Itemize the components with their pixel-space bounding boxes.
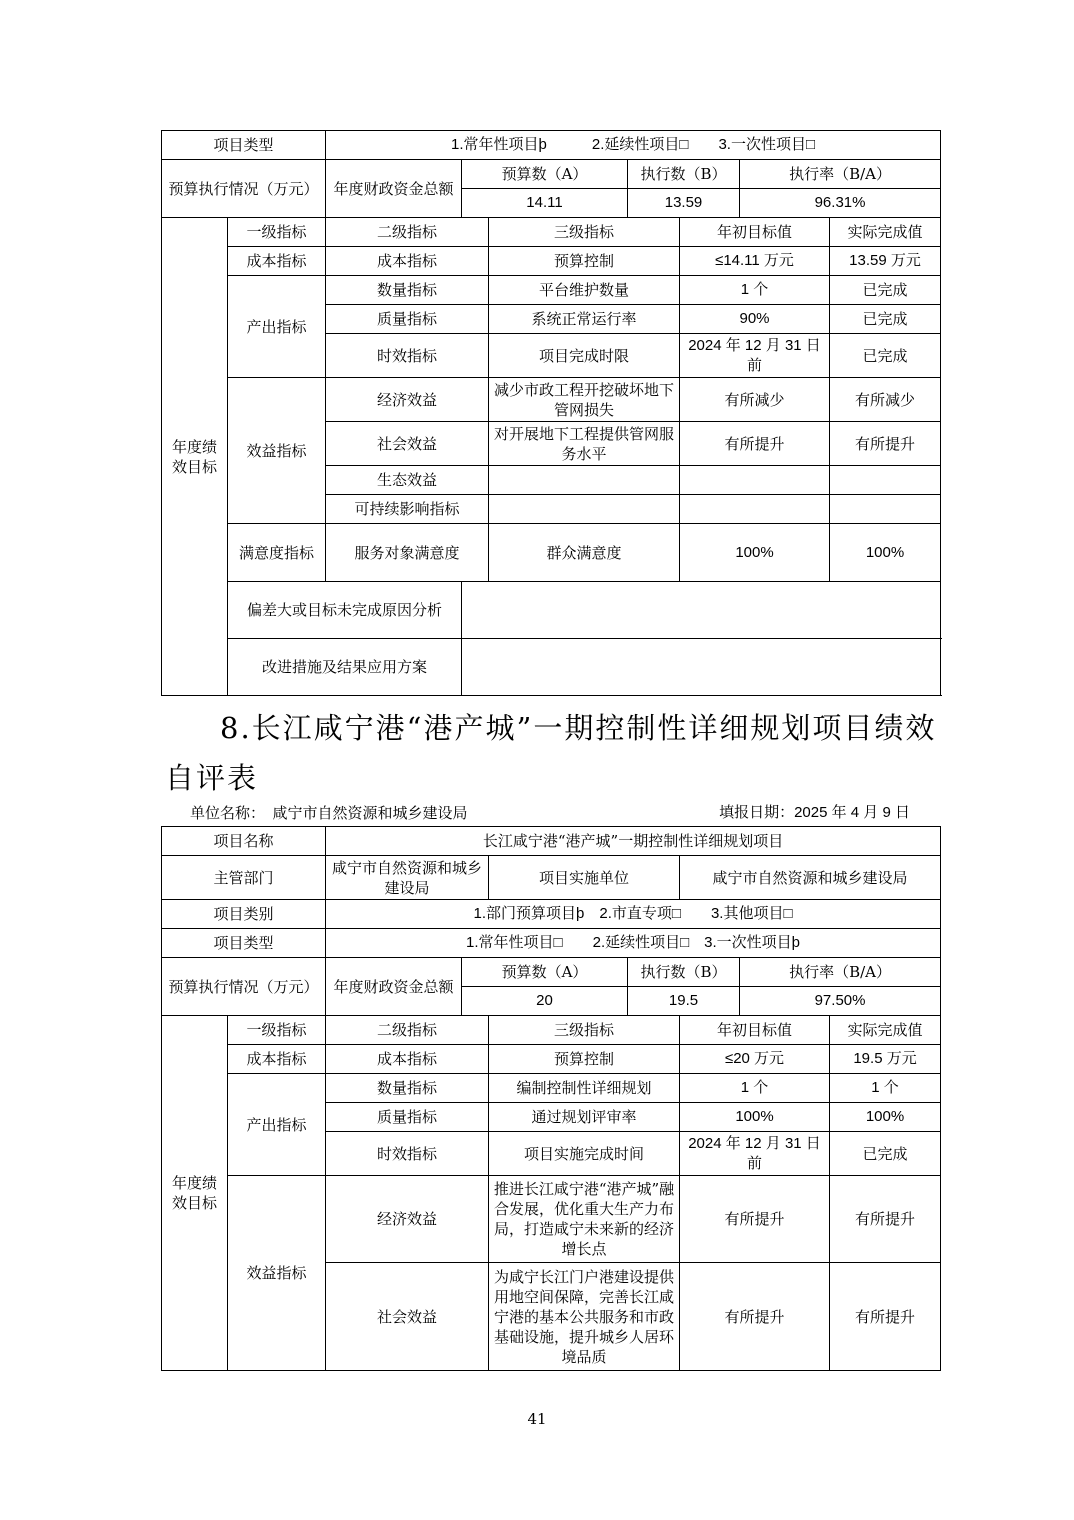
benefit-l2: 生态效益 — [326, 466, 489, 495]
cost-l2: 成本指标 — [326, 247, 489, 276]
exec-num-label: 执行数（B） — [628, 160, 740, 189]
benefit-l3: 对开展地下工程提供管网服务水平 — [489, 422, 680, 466]
output-actual: 100% — [830, 1103, 941, 1132]
project-type-label: 项目类型 — [162, 929, 326, 958]
budget-exec-label: 预算执行情况（万元） — [162, 160, 326, 218]
benefit-target — [680, 495, 830, 524]
benefit-label: 效益指标 — [228, 1176, 326, 1371]
output-target: 1 个 — [680, 276, 830, 305]
budget-header-row — [162, 160, 941, 189]
project-name-value: 长江咸宁港“港产城”一期控制性详细规划项目 — [326, 827, 941, 856]
improve-label: 改进措施及结果应用方案 — [228, 639, 462, 696]
indicator-header-row — [162, 218, 941, 247]
output-l3: 编制控制性详细规划 — [489, 1074, 680, 1103]
fill-date: 填报日期：2025 年 4 月 9 日 — [719, 804, 910, 821]
header-actual: 实际完成值 — [830, 1016, 941, 1045]
unit-info-line — [190, 802, 910, 824]
impl-unit-value: 咸宁市自然资源和城乡建设局 — [680, 856, 941, 900]
cost-target: ≤14.11 万元 — [680, 247, 830, 276]
output-label: 产出指标 — [228, 1074, 326, 1176]
benefit-actual: 有所提升 — [830, 1176, 941, 1263]
benefit-l2: 社会效益 — [326, 422, 489, 466]
budget-num-label: 预算数（A） — [462, 160, 628, 189]
header-actual: 实际完成值 — [830, 218, 941, 247]
benefit-target: 有所提升 — [680, 1263, 830, 1371]
project-type-row — [162, 131, 941, 160]
cost-l3: 预算控制 — [489, 1045, 680, 1074]
output-l2: 时效指标 — [326, 1132, 489, 1176]
satisfaction-l3: 群众满意度 — [489, 524, 680, 582]
budget-num: 20 — [462, 987, 628, 1016]
output-l2: 质量指标 — [326, 1103, 489, 1132]
header-target: 年初目标值 — [680, 1016, 830, 1045]
benefit-actual: 有所提升 — [830, 422, 941, 466]
benefit-row — [162, 1176, 941, 1263]
cost-target: ≤20 万元 — [680, 1045, 830, 1074]
cost-l3: 预算控制 — [489, 247, 680, 276]
output-l2: 数量指标 — [326, 1074, 489, 1103]
section-title-line2: 自评表 — [165, 761, 259, 795]
output-l3: 系统正常运行率 — [489, 305, 680, 334]
header-l3: 三级指标 — [489, 218, 680, 247]
annual-goal-label: 年度绩效目标 — [162, 218, 228, 696]
output-target: 2024 年 12 月 31 日前 — [680, 1132, 830, 1176]
header-l1: 一级指标 — [228, 218, 326, 247]
exec-num-label: 执行数（B） — [628, 958, 740, 987]
satisfaction-row — [162, 524, 941, 582]
satisfaction-target: 100% — [680, 524, 830, 582]
benefit-row — [162, 378, 941, 422]
benefit-actual — [830, 495, 941, 524]
cost-actual: 19.5 万元 — [830, 1045, 941, 1074]
exec-num: 19.5 — [628, 987, 740, 1016]
budget-exec-label: 预算执行情况（万元） — [162, 958, 326, 1016]
exec-rate: 96.31% — [740, 189, 941, 218]
benefit-l3 — [489, 466, 680, 495]
output-l3: 平台维护数量 — [489, 276, 680, 305]
output-actual: 已完成 — [830, 305, 941, 334]
output-l2: 质量指标 — [326, 305, 489, 334]
output-actual: 已完成 — [830, 334, 941, 378]
output-actual: 已完成 — [830, 276, 941, 305]
deviation-value — [462, 582, 941, 639]
benefit-actual — [830, 466, 941, 495]
header-l2: 二级指标 — [326, 1016, 489, 1045]
impl-unit-label: 项目实施单位 — [489, 856, 680, 900]
benefit-l3: 减少市政工程开挖破坏地下管网损失 — [489, 378, 680, 422]
cost-l1: 成本指标 — [228, 247, 326, 276]
output-l3: 项目实施完成时间 — [489, 1132, 680, 1176]
deviation-label: 偏差大或目标未完成原因分析 — [228, 582, 462, 639]
benefit-actual: 有所减少 — [830, 378, 941, 422]
page-number: 41 — [527, 1410, 547, 1428]
category-value: 1.部门预算项目þ 2.市直专项□ 3.其他项目□ — [326, 900, 941, 929]
project-type-value: 1.常年性项目þ 2.延续性项目□ 3.一次性项目□ — [326, 131, 941, 160]
benefit-l2: 经济效益 — [326, 378, 489, 422]
category-label: 项目类别 — [162, 900, 326, 929]
benefit-target — [680, 466, 830, 495]
benefit-l3: 为咸宁长江门户港建设提供用地空间保障，完善长江咸宁港的基本公共服务和市政基础设施，提升城乡人居环境品质 — [489, 1263, 680, 1371]
deviation-row — [162, 582, 941, 639]
improve-row — [162, 639, 941, 696]
benefit-l3: 推进长江咸宁港“港产城”融合发展，优化重大生产力布局，打造咸宁未来新的经济增长点 — [489, 1176, 680, 1263]
project-type-label: 项目类型 — [162, 131, 326, 160]
exec-rate-label: 执行率（B/A） — [740, 160, 941, 189]
annual-goal-label: 年度绩效目标 — [162, 1016, 228, 1371]
cost-l2: 成本指标 — [326, 1045, 489, 1074]
category-row — [162, 900, 941, 929]
output-row — [162, 276, 941, 305]
fiscal-total-label: 年度财政资金总额 — [326, 958, 462, 1016]
output-l2: 数量指标 — [326, 276, 489, 305]
project-name-row — [162, 827, 941, 856]
output-l3: 项目完成时限 — [489, 334, 680, 378]
header-target: 年初目标值 — [680, 218, 830, 247]
output-target: 2024 年 12 月 31 日前 — [680, 334, 830, 378]
performance-table-8 — [161, 826, 941, 1371]
output-row — [162, 1074, 941, 1103]
budget-num-label: 预算数（A） — [462, 958, 628, 987]
dept-label: 主管部门 — [162, 856, 326, 900]
budget-num: 14.11 — [462, 189, 628, 218]
benefit-label: 效益指标 — [228, 378, 326, 524]
fiscal-total-label: 年度财政资金总额 — [326, 160, 462, 218]
budget-header-row — [162, 958, 941, 987]
indicator-header-row — [162, 1016, 941, 1045]
output-target: 90% — [680, 305, 830, 334]
exec-num: 13.59 — [628, 189, 740, 218]
satisfaction-l1: 满意度指标 — [228, 524, 326, 582]
satisfaction-actual: 100% — [830, 524, 941, 582]
satisfaction-l2: 服务对象满意度 — [326, 524, 489, 582]
benefit-target: 有所提升 — [680, 1176, 830, 1263]
header-l1: 一级指标 — [228, 1016, 326, 1045]
output-target: 100% — [680, 1103, 830, 1132]
project-type-row — [162, 929, 941, 958]
output-target: 1 个 — [680, 1074, 830, 1103]
benefit-l2: 社会效益 — [326, 1263, 489, 1371]
section-title-line1: 8.长江咸宁港“港产城”一期控制性详细规划项目绩效 — [220, 711, 937, 745]
benefit-l3 — [489, 495, 680, 524]
improve-value — [462, 639, 941, 696]
project-type-value: 1.常年性项目□ 2.延续性项目□ 3.一次性项目þ — [326, 929, 941, 958]
output-l2: 时效指标 — [326, 334, 489, 378]
cost-actual: 13.59 万元 — [830, 247, 941, 276]
dept-row — [162, 856, 941, 900]
benefit-l2: 可持续影响指标 — [326, 495, 489, 524]
performance-table-7-continued — [161, 130, 941, 696]
project-name-label: 项目名称 — [162, 827, 326, 856]
benefit-actual: 有所提升 — [830, 1263, 941, 1371]
cost-row — [162, 247, 941, 276]
benefit-target: 有所减少 — [680, 378, 830, 422]
unit-name: 单位名称： 咸宁市自然资源和城乡建设局 — [190, 804, 468, 822]
output-l3: 通过规划评审率 — [489, 1103, 680, 1132]
header-l3: 三级指标 — [489, 1016, 680, 1045]
cost-row — [162, 1045, 941, 1074]
exec-rate: 97.50% — [740, 987, 941, 1016]
dept-value: 咸宁市自然资源和城乡建设局 — [326, 856, 489, 900]
exec-rate-label: 执行率（B/A） — [740, 958, 941, 987]
header-l2: 二级指标 — [326, 218, 489, 247]
cost-l1: 成本指标 — [228, 1045, 326, 1074]
benefit-target: 有所提升 — [680, 422, 830, 466]
output-actual: 1 个 — [830, 1074, 941, 1103]
output-label: 产出指标 — [228, 276, 326, 378]
benefit-l2: 经济效益 — [326, 1176, 489, 1263]
output-actual: 已完成 — [830, 1132, 941, 1176]
